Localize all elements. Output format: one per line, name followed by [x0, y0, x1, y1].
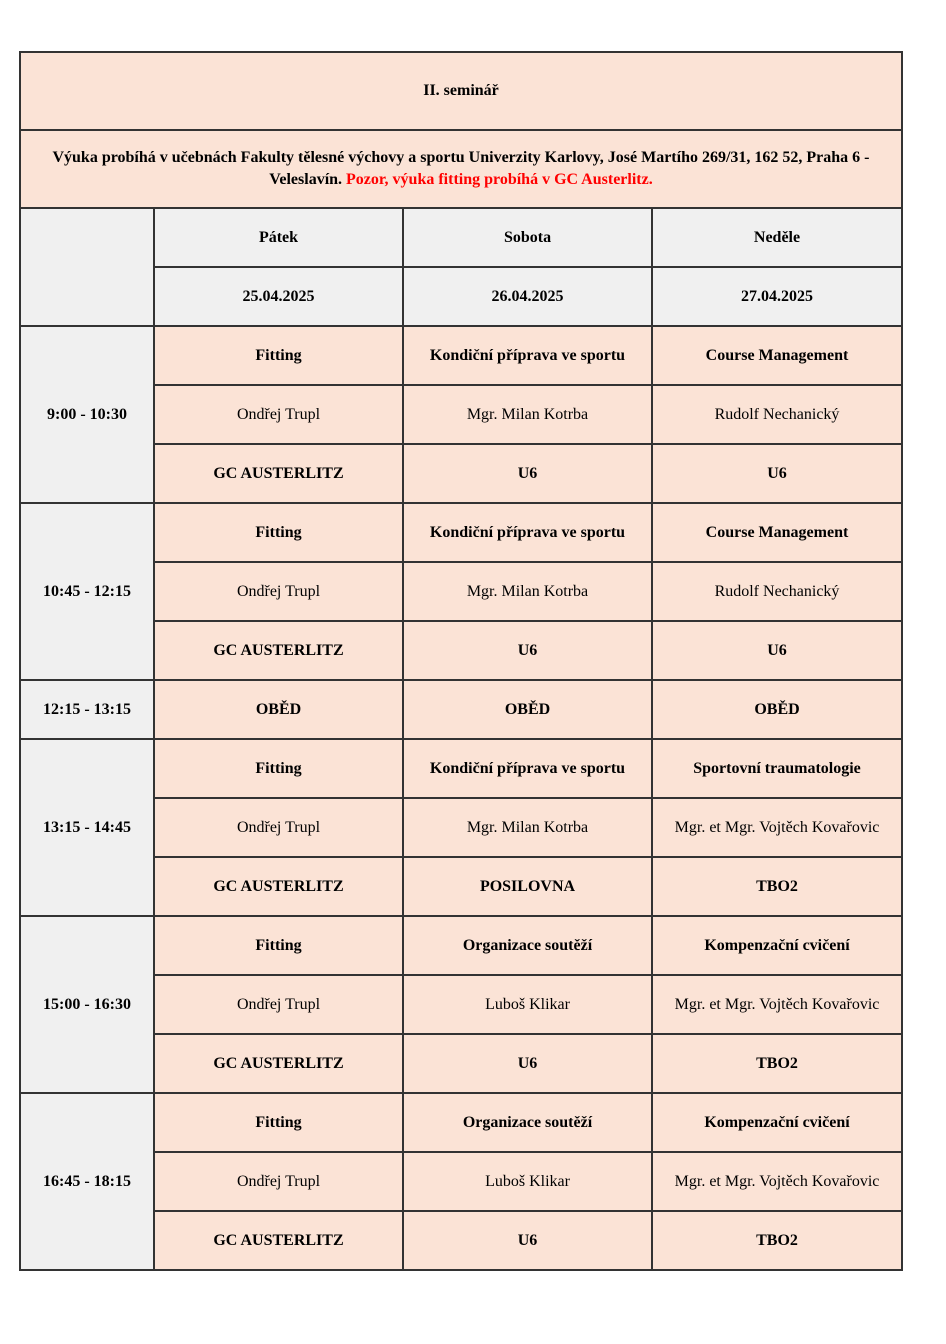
day-name: Neděle [652, 208, 902, 267]
session-subject: Course Management [652, 326, 902, 385]
session-subject: Kompenzační cvičení [652, 916, 902, 975]
session-room: GC AUSTERLITZ [154, 621, 403, 680]
session-room: U6 [652, 444, 902, 503]
session-teacher: Luboš Klikar [403, 1152, 652, 1211]
day-name: Pátek [154, 208, 403, 267]
session-subject: Course Management [652, 503, 902, 562]
time-slot: 13:15 - 14:45 [20, 739, 154, 916]
session-room: U6 [403, 444, 652, 503]
location-note-text: Výuka probíhá v učebnách Fakulty tělesné výchovy a sportu Univerzity Karlovy, José Martího 269/31, 162 52, Praha 6 - Veleslavín. [52, 149, 870, 188]
session-room: U6 [652, 621, 902, 680]
session-row [20, 503, 902, 562]
session-subject: Sportovní traumatologie [652, 739, 902, 798]
session-teacher: Mgr. Milan Kotrba [403, 385, 652, 444]
session-row [20, 326, 902, 385]
time-slot: 9:00 - 10:30 [20, 326, 154, 503]
session-teacher: Luboš Klikar [403, 975, 652, 1034]
corner-cell [20, 208, 154, 326]
session-subject: Kondiční příprava ve sportu [403, 739, 652, 798]
session-room: GC AUSTERLITZ [154, 857, 403, 916]
session-teacher: Ondřej Trupl [154, 975, 403, 1034]
session-subject: Kondiční příprava ve sportu [403, 326, 652, 385]
session-subject: Kompenzační cvičení [652, 1093, 902, 1152]
session-teacher: Rudolf Nechanický [652, 562, 902, 621]
session-subject: Fitting [154, 739, 403, 798]
schedule-body [20, 52, 902, 1270]
time-slot: 15:00 - 16:30 [20, 916, 154, 1093]
session-room: TBO2 [652, 1034, 902, 1093]
session-teacher: Rudolf Nechanický [652, 385, 902, 444]
time-slot: 12:15 - 13:15 [20, 680, 154, 739]
session-room: GC AUSTERLITZ [154, 1034, 403, 1093]
time-slot: 16:45 - 18:15 [20, 1093, 154, 1270]
session-teacher: Ondřej Trupl [154, 1152, 403, 1211]
session-subject: Fitting [154, 1093, 403, 1152]
time-slot: 10:45 - 12:15 [20, 503, 154, 680]
session-room: U6 [403, 1211, 652, 1270]
location-note [20, 130, 902, 208]
session-room: TBO2 [652, 857, 902, 916]
session-row [20, 1093, 902, 1152]
day-name: Sobota [403, 208, 652, 267]
session-subject: Kondiční příprava ve sportu [403, 503, 652, 562]
session-teacher: Mgr. et Mgr. Vojtěch Kovařovic [652, 798, 902, 857]
session-teacher: Mgr. Milan Kotrba [403, 562, 652, 621]
session-teacher: Ondřej Trupl [154, 562, 403, 621]
session-row [20, 916, 902, 975]
location-note-warning: Pozor, výuka fitting probíhá v GC Austerlitz. [346, 171, 653, 188]
day-date: 27.04.2025 [652, 267, 902, 326]
session-teacher: Ondřej Trupl [154, 798, 403, 857]
session-teacher: Mgr. et Mgr. Vojtěch Kovařovic [652, 1152, 902, 1211]
session-teacher: Mgr. et Mgr. Vojtěch Kovařovic [652, 975, 902, 1034]
page-title: II. seminář [20, 52, 902, 130]
session-teacher: Mgr. Milan Kotrba [403, 798, 652, 857]
session-row [20, 739, 902, 798]
day-date: 26.04.2025 [403, 267, 652, 326]
session-room: POSILOVNA [403, 857, 652, 916]
session-subject: Fitting [154, 326, 403, 385]
session-room: TBO2 [652, 1211, 902, 1270]
session-room: U6 [403, 621, 652, 680]
session-room: GC AUSTERLITZ [154, 1211, 403, 1270]
session-room: U6 [403, 1034, 652, 1093]
lunch-cell: OBĚD [403, 680, 652, 739]
session-subject: Organizace soutěží [403, 916, 652, 975]
lunch-cell: OBĚD [154, 680, 403, 739]
session-subject: Fitting [154, 503, 403, 562]
lunch-cell: OBĚD [652, 680, 902, 739]
session-room: GC AUSTERLITZ [154, 444, 403, 503]
day-date: 25.04.2025 [154, 267, 403, 326]
session-subject: Fitting [154, 916, 403, 975]
schedule-table [19, 51, 903, 1271]
lunch-row [20, 680, 902, 739]
session-teacher: Ondřej Trupl [154, 385, 403, 444]
session-subject: Organizace soutěží [403, 1093, 652, 1152]
